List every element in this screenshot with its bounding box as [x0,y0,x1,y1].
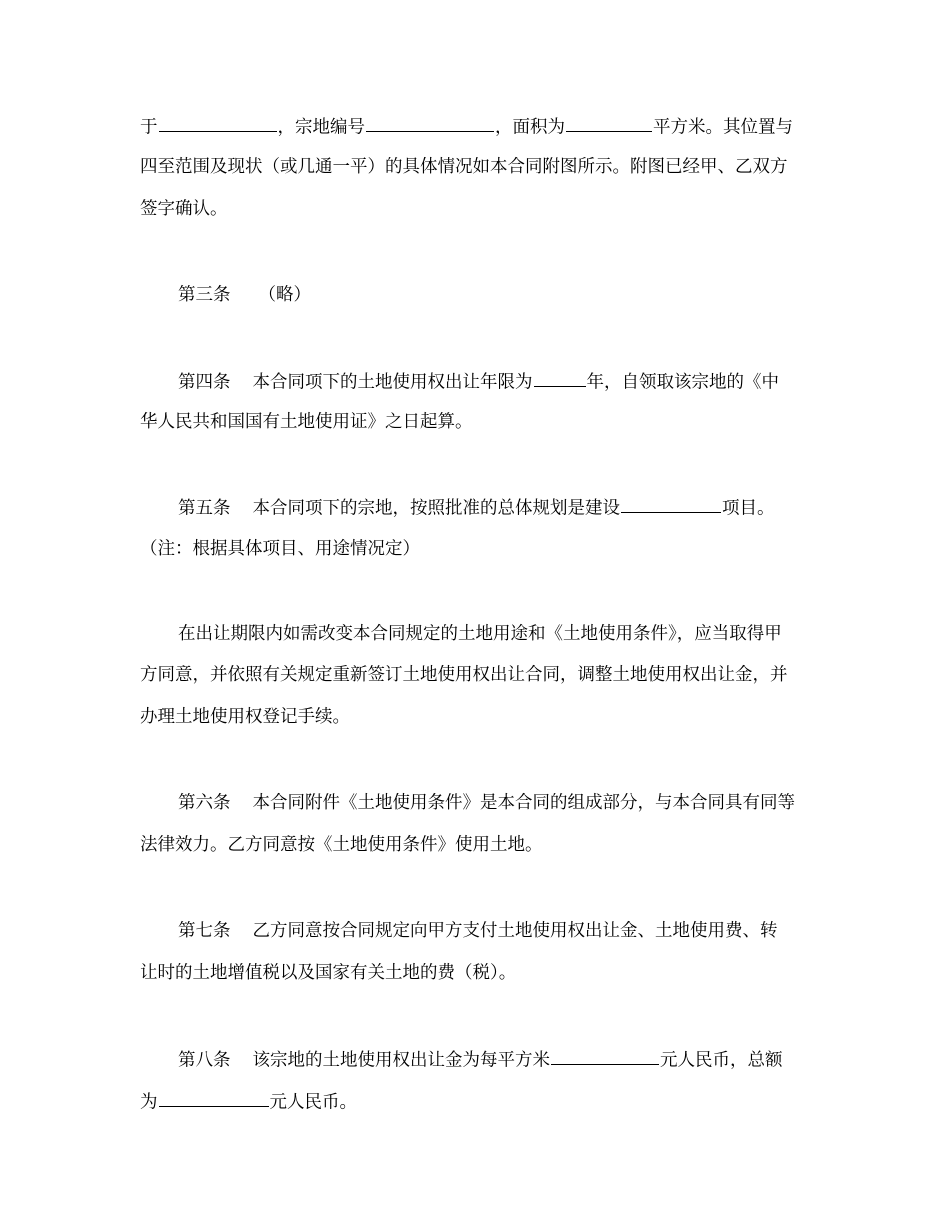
article-4-line-1: 第四条 本合同项下的土地使用权出让年限为 年，自领取该宗地的《中 [140,368,850,395]
blank-field-price-per-sqm [551,1046,659,1065]
blank-field-project [621,494,721,513]
paragraph-land-use-line-3: 办理土地使用权登记手续。 [140,707,350,727]
article-3-text: （略） [258,285,311,305]
blank-field-years [534,368,586,387]
article-4-label: 第四条 [178,372,231,393]
article-6-line-2: 法律效力。乙方同意按《土地使用条件》使用土地。 [140,835,543,855]
article-7-label: 第七条 [178,921,231,941]
paragraph-1-line-2: 四至范围及现状（或几通一平）的具体情况如本合同附图所示。附图已经甲、乙双方 [140,157,788,177]
article-6-label: 第六条 [178,793,231,813]
blank-field-total-amount [159,1088,269,1107]
article-7-line-2: 让时的土地增值税以及国家有关土地的费（税）。 [140,963,517,983]
article-3 [140,282,850,308]
paragraph-1-line-3: 签字确认。 [140,199,228,219]
blank-field-location [159,113,277,132]
article-5-line-2: （注：根据具体项目、用途情况定） [140,539,420,559]
article-8-line-2: 为 元人民币。 [140,1088,812,1115]
blank-field-area [566,113,652,132]
article-8-line-1: 第八条 该宗地的土地使用权出让金为每平方米 元人民币，总额 [140,1046,850,1073]
article-4-line-2: 华人民共和国国有土地使用证》之日起算。 [140,412,473,432]
blank-field-parcel-number [366,113,494,132]
article-5-line-1: 第五条 本合同项下的宗地，按照批准的总体规划是建设 项目。 [140,494,850,521]
article-8-label: 第八条 [178,1050,231,1071]
article-3-label: 第三条 [178,285,231,305]
paragraph-land-use-line-2: 方同意，并依照有关规定重新签订土地使用权出让合同，调整土地使用权出让金，并 [140,665,788,685]
paragraph-1-line-1: 于 ，宗地编号 ，面积为 平方米。其位置与 [140,113,812,140]
article-6-line-1: 第六条 本合同附件《土地使用条件》是本合同的组成部分，与本合同具有同等 [178,793,795,813]
article-7-line-1: 第七条 乙方同意按合同规定向甲方支付土地使用权出让金、土地使用费、转 [178,921,778,941]
article-5-label: 第五条 [178,498,231,519]
paragraph-land-use-line-1: 在出让期限内如需改变本合同规定的土地用途和《土地使用条件》，应当取得甲 [178,624,782,644]
